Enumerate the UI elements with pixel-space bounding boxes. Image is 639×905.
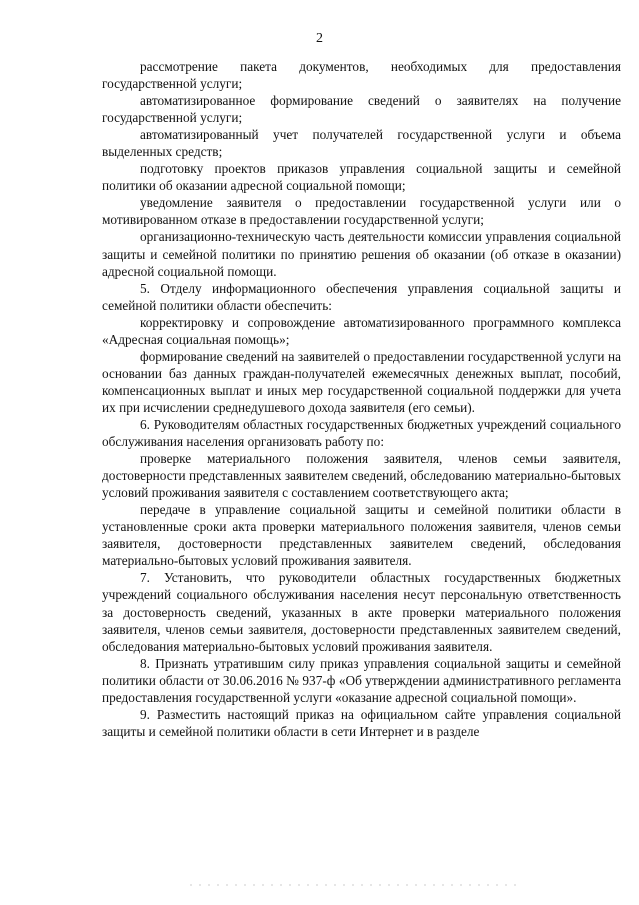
paragraph-item-9: 9. Разместить настоящий приказ на официальном сайте управления социальной защиты и семейной политики области в сети Интернет и в разделе [102, 706, 621, 739]
page-number: 2 [316, 31, 323, 46]
paragraph-automated-applicant-data: автоматизированное формирование сведений о заявителях на получение государственной услуги; [102, 93, 621, 126]
paragraph-review-documents: рассмотрение пакета документов, необходимых для предоставления государственной услуги; [102, 59, 621, 92]
paragraph-material-check: проверке материального положения заявителя, членов семьи заявителя, достоверности представленных заявителем сведений, обследованию материально-бытовых условий проживания заявителя с составлением соответствующего акта; [102, 451, 621, 501]
paragraph-applicant-notification: уведомление заявителя о предоставлении государственной услуги или о мотивированном отказе в предоставлении государственной услуги; [102, 195, 621, 228]
paragraph-software-maintenance: корректировку и сопровождение автоматизированного программного комплекса «Адресная социальная помощь»; [102, 314, 621, 347]
paragraph-item-7: 7. Установить, что руководители областных государственных бюджетных учреждений социального обслуживания населения несут персональную ответственность за достоверность сведений, указанных в акте проверки материального положения заявителя, членов семьи заявителя, достоверности представленных заявителем сведений, обследования материально-бытовых условий проживания заявителя. [102, 570, 621, 654]
paragraph-automated-recipient-accounting: автоматизированный учет получателей государственной услуги и объема выделенных средств; [102, 127, 621, 160]
paragraph-database-records: формирование сведений на заявителей о предоставлении государственной услуги на основании баз данных граждан-получателей ежемесячных денежных выплат, пособий, компенсационных выплат и иных мер государственной социальной поддержки для учета их при исчислении среднедушевого дохода заявителя (его семьи). [102, 348, 621, 415]
paragraph-item-8: 8. Признать утратившим силу приказ управления социальной защиты и семейной политики области от 30.06.2016 № 937-ф «Об утверждении административного регламента предоставления государственной услуги «оказание адресной социальной помощи». [102, 655, 621, 705]
paragraph-item-6: 6. Руководителям областных государственных бюджетных учреждений социального обслуживания населения организовать работу по: [102, 416, 621, 450]
scan-artifact [190, 884, 520, 886]
paragraph-draft-orders: подготовку проектов приказов управления социальной защиты и семейной политики об оказании адресной социальной помощи; [102, 161, 621, 194]
document-body [102, 58, 621, 740]
paragraph-act-transfer: передаче в управление социальной защиты и семейной политики области в установленные сроки акта проверки материального положения заявителя, членов семьи заявителя, достоверности представленных заявителем сведений, обследования материально-бытовых условий проживания заявителя. [102, 502, 621, 569]
paragraph-item-5: 5. Отделу информационного обеспечения управления социальной защиты и семейной политики области обеспечить: [102, 280, 621, 313]
paragraph-commission-support: организационно-техническую часть деятельности комиссии управления социальной защиты и семейной политики по принятию решения об оказании (об отказе в оказании) адресной социальной помощи. [102, 229, 621, 279]
